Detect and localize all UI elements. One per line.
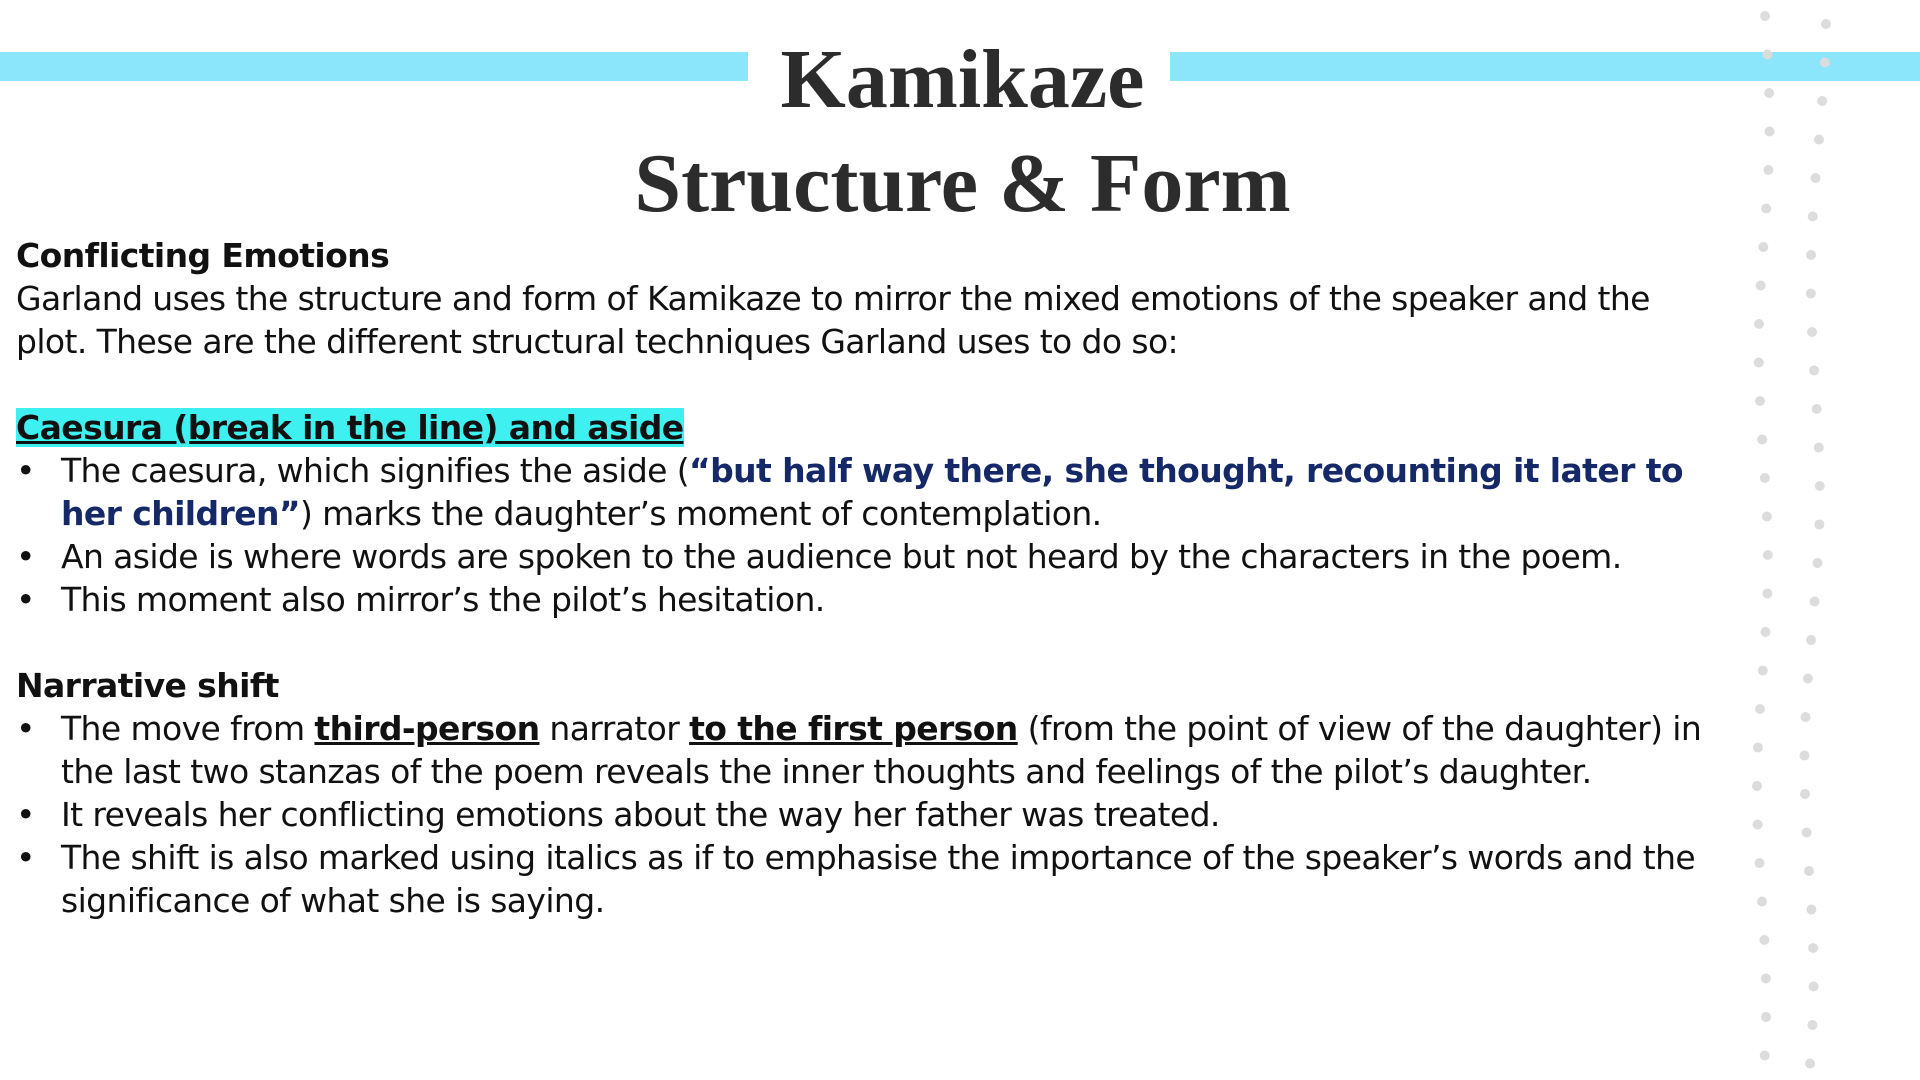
bullet-text: An aside is where words are spoken to the audience but not heard by the characters in the poem. bbox=[61, 537, 1622, 576]
section-heading-narrative-shift: Narrative shift bbox=[16, 666, 279, 705]
list-item bbox=[16, 793, 1706, 836]
decorative-dot-pattern bbox=[1740, 0, 1920, 1080]
poem-quote: “but half way there, she thought, recounting it later to her children” bbox=[61, 451, 1683, 533]
list-item bbox=[16, 836, 1706, 922]
decorative-dot bbox=[1755, 704, 1765, 714]
decorative-dot bbox=[1820, 58, 1830, 68]
bullet-glyph: • bbox=[16, 838, 35, 877]
narrative-bullet-list bbox=[16, 707, 1706, 922]
bullet-text: The move from bbox=[61, 709, 315, 748]
decorative-dot bbox=[1761, 627, 1771, 637]
decorative-dot bbox=[1806, 289, 1816, 299]
decorative-dot bbox=[1758, 242, 1768, 252]
decorative-dot bbox=[1760, 473, 1770, 483]
decorative-dot bbox=[1806, 635, 1816, 645]
page-title: Kamikaze bbox=[780, 33, 1145, 126]
decorative-dot bbox=[1759, 935, 1769, 945]
decorative-dot bbox=[1762, 589, 1772, 599]
decorative-dot bbox=[1807, 1020, 1817, 1030]
slide-content bbox=[16, 234, 1706, 922]
decorative-dot bbox=[1752, 781, 1762, 791]
decorative-dot bbox=[1763, 165, 1773, 175]
decorative-dot bbox=[1812, 404, 1822, 414]
decorative-dot bbox=[1755, 858, 1765, 868]
decorative-dot bbox=[1761, 974, 1771, 984]
list-item bbox=[16, 578, 1706, 621]
decorative-dot bbox=[1817, 96, 1827, 106]
intro-paragraph: Garland uses the structure and form of Kamikaze to mirror the mixed emotions of the speaker and the plot. These are the different structural techniques Garland uses to do so: bbox=[16, 279, 1650, 361]
decorative-dot bbox=[1802, 828, 1812, 838]
decorative-dot bbox=[1753, 743, 1763, 753]
spacer bbox=[16, 621, 1706, 664]
highlighted-heading: Caesura (break in the line) and aside bbox=[16, 408, 684, 447]
decorative-dot bbox=[1806, 250, 1816, 260]
decorative-dot bbox=[1806, 905, 1816, 915]
bullet-glyph: • bbox=[16, 451, 35, 490]
decorative-dot bbox=[1814, 135, 1824, 145]
decorative-dot bbox=[1758, 666, 1768, 676]
page-subtitle: Structure & Form bbox=[634, 137, 1291, 230]
decorative-dot bbox=[1807, 327, 1817, 337]
decorative-dot bbox=[1761, 1012, 1771, 1022]
emphasis-first-person: to the first person bbox=[689, 709, 1018, 748]
decorative-dot bbox=[1814, 443, 1824, 453]
decorative-dot bbox=[1800, 789, 1810, 799]
decorative-dot bbox=[1810, 597, 1820, 607]
decorative-dot bbox=[1808, 943, 1818, 953]
decorative-dot bbox=[1757, 435, 1767, 445]
bullet-text: This moment also mirror’s the pilot’s hesitation. bbox=[61, 580, 825, 619]
bullet-text: It reveals her conflicting emotions about the way her father was treated. bbox=[61, 795, 1220, 834]
decorative-dot bbox=[1811, 173, 1821, 183]
decorative-dot bbox=[1763, 550, 1773, 560]
bullet-glyph: • bbox=[16, 709, 35, 748]
decorative-dot bbox=[1754, 319, 1764, 329]
decorative-dot bbox=[1804, 866, 1814, 876]
decorative-dot bbox=[1821, 19, 1831, 29]
spacer bbox=[16, 363, 1706, 406]
decorative-dot bbox=[1757, 897, 1767, 907]
decorative-dot bbox=[1760, 1051, 1770, 1061]
decorative-dot bbox=[1753, 820, 1763, 830]
section-heading-caesura bbox=[16, 406, 1706, 449]
decorative-dot bbox=[1764, 88, 1774, 98]
decorative-dot bbox=[1755, 396, 1765, 406]
decorative-dot bbox=[1814, 520, 1824, 530]
decorative-dot bbox=[1800, 751, 1810, 761]
decorative-dot bbox=[1761, 204, 1771, 214]
decorative-dot bbox=[1765, 127, 1775, 137]
list-item bbox=[16, 707, 1706, 793]
bullet-text: The caesura, which signifies the aside ( bbox=[61, 451, 690, 490]
decorative-dot bbox=[1808, 212, 1818, 222]
section-heading-conflicting-emotions: Conflicting Emotions bbox=[16, 236, 390, 275]
bullet-glyph: • bbox=[16, 795, 35, 834]
decorative-dot bbox=[1813, 558, 1823, 568]
decorative-dot bbox=[1760, 11, 1770, 21]
bullet-text: The shift is also marked using italics as if to emphasise the importance of the speaker’s words and the significance of what she is saying. bbox=[61, 838, 1696, 920]
decorative-dot bbox=[1763, 50, 1773, 60]
decorative-dot bbox=[1809, 366, 1819, 376]
decorative-dot bbox=[1756, 281, 1766, 291]
decorative-dot bbox=[1805, 1059, 1815, 1069]
decorative-dot bbox=[1801, 712, 1811, 722]
list-item bbox=[16, 449, 1706, 535]
caesura-bullet-list bbox=[16, 449, 1706, 621]
list-item bbox=[16, 535, 1706, 578]
bullet-text: (from the point of view of the daughter) in the last two stanzas of the poem reveals the inner thoughts and feelings of the pilot’s daughter. bbox=[61, 709, 1702, 791]
bullet-glyph: • bbox=[16, 580, 35, 619]
decorative-dot bbox=[1762, 512, 1772, 522]
decorative-dot bbox=[1754, 358, 1764, 368]
decorative-dot bbox=[1815, 481, 1825, 491]
bullet-text: ) marks the daughter’s moment of contemplation. bbox=[299, 494, 1102, 533]
bullet-text: narrator bbox=[539, 709, 690, 748]
emphasis-third-person: third-person bbox=[314, 709, 540, 748]
decorative-dot bbox=[1809, 982, 1819, 992]
bullet-glyph: • bbox=[16, 537, 35, 576]
decorative-dot bbox=[1803, 674, 1813, 684]
